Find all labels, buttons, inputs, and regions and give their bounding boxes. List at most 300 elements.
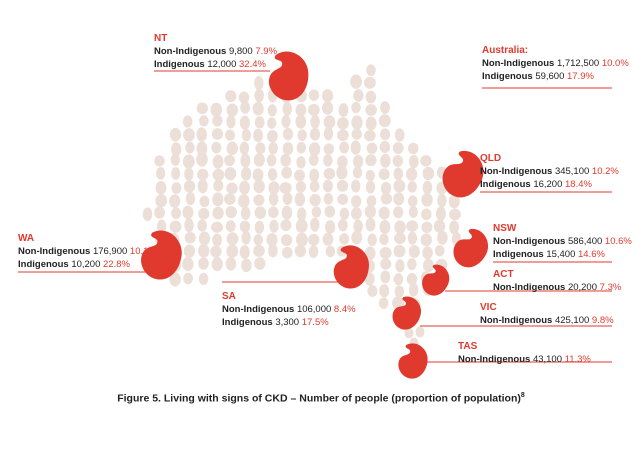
population-group: Indigenous bbox=[154, 59, 205, 70]
map-dot bbox=[423, 167, 435, 180]
map-dot bbox=[295, 104, 306, 117]
region-name: NT bbox=[154, 33, 168, 44]
region-name: WA bbox=[18, 233, 35, 244]
map-dot bbox=[394, 168, 403, 181]
map-dot bbox=[367, 195, 377, 207]
map-dot bbox=[421, 208, 431, 220]
population-proportion: 8.4% bbox=[333, 304, 356, 315]
map-dot bbox=[197, 102, 208, 114]
map-dot bbox=[379, 114, 391, 127]
map-dot bbox=[240, 116, 250, 130]
map-dot bbox=[309, 154, 319, 166]
map-dot bbox=[297, 129, 306, 141]
map-dot bbox=[323, 154, 332, 167]
map-dot bbox=[394, 179, 406, 192]
map-dot bbox=[351, 102, 360, 113]
population-proportion: 10.1% bbox=[129, 246, 157, 257]
map-dot bbox=[338, 219, 348, 232]
map-dot bbox=[409, 283, 418, 297]
map-dot bbox=[409, 245, 420, 258]
map-dot bbox=[182, 206, 193, 219]
map-dot bbox=[324, 115, 336, 128]
map-dot bbox=[255, 206, 267, 219]
map-dot bbox=[199, 273, 209, 285]
map-dot bbox=[421, 193, 432, 207]
people-count: 9,800 bbox=[228, 46, 253, 57]
map-dot bbox=[393, 245, 405, 258]
map-dot bbox=[156, 167, 165, 180]
map-dot bbox=[254, 76, 263, 90]
map-dot bbox=[241, 167, 251, 181]
population-group: Indigenous bbox=[482, 71, 533, 82]
map-dot bbox=[380, 101, 390, 114]
map-dot bbox=[395, 128, 405, 141]
map-dot bbox=[240, 153, 250, 167]
map-dot bbox=[380, 247, 392, 259]
region-name: SA bbox=[222, 291, 236, 302]
map-dot bbox=[183, 115, 193, 127]
map-dot bbox=[199, 115, 209, 126]
map-dot bbox=[268, 104, 277, 116]
map-dot bbox=[169, 194, 180, 207]
population-group: Indigenous bbox=[222, 317, 273, 328]
map-dot bbox=[406, 220, 418, 231]
map-dot bbox=[227, 232, 239, 245]
map-dot bbox=[225, 90, 236, 102]
map-dot bbox=[281, 234, 292, 246]
map-dot bbox=[211, 222, 223, 233]
region-label-sa bbox=[222, 290, 356, 329]
map-dot bbox=[294, 169, 305, 181]
map-dot bbox=[267, 130, 278, 142]
map-dot bbox=[283, 128, 293, 141]
region-label-act bbox=[493, 268, 621, 294]
map-dot bbox=[393, 206, 403, 218]
stat-row bbox=[154, 58, 277, 71]
map-dot bbox=[240, 101, 250, 113]
map-dot bbox=[242, 129, 251, 141]
map-dot bbox=[225, 129, 235, 140]
population-proportion: 10.6% bbox=[604, 236, 632, 247]
map-dot bbox=[239, 181, 250, 195]
map-dot bbox=[241, 259, 252, 272]
map-dot bbox=[296, 233, 308, 247]
map-dot bbox=[423, 259, 434, 273]
map-dot bbox=[212, 257, 223, 271]
map-dot bbox=[224, 193, 235, 205]
map-dot bbox=[210, 246, 221, 258]
map-dot bbox=[238, 194, 249, 208]
map-dot bbox=[253, 129, 263, 143]
map-dot bbox=[339, 103, 349, 117]
map-dot bbox=[211, 103, 223, 117]
map-dot bbox=[309, 169, 319, 183]
map-dot bbox=[408, 231, 417, 244]
stat-row bbox=[482, 57, 629, 70]
map-dot bbox=[309, 89, 319, 100]
map-dot bbox=[366, 91, 376, 104]
map-dot bbox=[227, 103, 238, 116]
people-count: 10,200 bbox=[71, 259, 101, 270]
map-dot bbox=[254, 89, 264, 103]
region-label-qld bbox=[480, 152, 619, 191]
map-dot bbox=[337, 194, 348, 205]
map-dot bbox=[408, 181, 417, 193]
map-dot bbox=[295, 245, 307, 257]
map-dot bbox=[183, 128, 195, 142]
map-dot bbox=[226, 220, 236, 232]
map-dot bbox=[185, 232, 196, 244]
stat-row bbox=[493, 281, 621, 294]
map-dot bbox=[226, 183, 237, 195]
map-dot bbox=[198, 179, 208, 193]
map-dot bbox=[350, 74, 362, 88]
map-dot bbox=[310, 128, 320, 141]
map-dot bbox=[186, 192, 195, 205]
map-dot bbox=[365, 205, 376, 218]
map-dot bbox=[309, 245, 319, 258]
map-dot bbox=[296, 156, 305, 168]
map-dot bbox=[241, 206, 250, 220]
map-dot bbox=[253, 194, 264, 206]
people-count: 20,200 bbox=[567, 282, 597, 293]
map-dot bbox=[393, 142, 404, 154]
map-dot bbox=[322, 89, 333, 102]
map-dot bbox=[366, 64, 376, 76]
map-dot bbox=[435, 245, 445, 256]
map-dot bbox=[324, 127, 333, 141]
map-dot bbox=[253, 245, 265, 257]
map-dot bbox=[268, 206, 278, 218]
map-dot bbox=[323, 233, 334, 246]
map-dot bbox=[379, 284, 389, 297]
map-dot bbox=[269, 192, 279, 206]
figure-caption bbox=[0, 392, 642, 405]
map-dot bbox=[380, 270, 390, 283]
map-dot bbox=[437, 194, 446, 208]
map-dot bbox=[281, 115, 290, 128]
map-dot bbox=[421, 222, 432, 233]
map-dot bbox=[408, 195, 418, 207]
map-dot bbox=[199, 196, 209, 207]
population-group: Non-Indigenous bbox=[18, 246, 91, 257]
map-dot bbox=[449, 209, 461, 221]
map-dot bbox=[241, 230, 250, 244]
map-dot bbox=[182, 257, 193, 271]
map-dot bbox=[366, 170, 375, 181]
map-dot bbox=[310, 115, 320, 129]
map-dot bbox=[409, 155, 419, 169]
map-dot bbox=[337, 117, 349, 130]
map-dot bbox=[255, 116, 265, 128]
map-dot bbox=[379, 297, 389, 309]
map-dot bbox=[368, 234, 377, 247]
map-dot bbox=[365, 154, 376, 166]
map-dot bbox=[337, 180, 348, 192]
population-proportion: 22.8% bbox=[103, 259, 130, 270]
people-count: 176,900 bbox=[92, 246, 128, 257]
map-dot bbox=[240, 221, 251, 233]
map-dot bbox=[323, 180, 333, 193]
map-dot bbox=[225, 206, 237, 218]
population-group: Non-Indigenous bbox=[458, 354, 531, 365]
stat-row bbox=[480, 165, 619, 178]
map-dot bbox=[170, 221, 182, 233]
map-dot bbox=[253, 102, 264, 116]
map-dot bbox=[282, 206, 293, 220]
map-dot bbox=[282, 247, 293, 258]
map-dot bbox=[224, 155, 235, 166]
map-dot bbox=[197, 169, 208, 180]
map-dot bbox=[379, 234, 388, 245]
map-dot bbox=[196, 127, 207, 141]
people-count: 59,600 bbox=[535, 71, 565, 82]
map-dot bbox=[353, 155, 363, 169]
map-dot bbox=[380, 141, 391, 153]
kidney-marker-tas bbox=[398, 343, 427, 378]
map-dot bbox=[240, 245, 250, 259]
map-dot bbox=[268, 168, 277, 181]
map-dot bbox=[394, 232, 406, 244]
stat-row bbox=[480, 178, 619, 191]
map-dot bbox=[283, 142, 294, 155]
map-dot bbox=[409, 206, 418, 218]
stat-row bbox=[482, 70, 629, 83]
population-proportion: 10.0% bbox=[601, 58, 629, 69]
map-dot bbox=[283, 192, 293, 205]
map-dot bbox=[416, 327, 425, 338]
population-group: Non-Indigenous bbox=[493, 236, 566, 247]
stat-row bbox=[493, 235, 632, 248]
map-dot bbox=[283, 102, 292, 116]
map-dot bbox=[254, 257, 265, 270]
population-group: Non-Indigenous bbox=[480, 315, 553, 326]
population-group: Indigenous bbox=[493, 249, 544, 260]
map-dot bbox=[185, 142, 194, 154]
region-label-vic bbox=[480, 301, 614, 327]
map-dot bbox=[393, 155, 403, 167]
people-count: 586,400 bbox=[567, 236, 603, 247]
map-dot bbox=[213, 179, 223, 191]
caption-text: Figure 5. Living with signs of CKD – Number of people (proportion of population) bbox=[117, 392, 521, 405]
people-count: 3,300 bbox=[275, 317, 300, 328]
region-name: NSW bbox=[493, 223, 517, 234]
map-dot bbox=[420, 155, 431, 166]
map-dot bbox=[393, 192, 404, 205]
people-count: 16,200 bbox=[533, 179, 563, 190]
map-dot bbox=[324, 168, 336, 180]
map-dot bbox=[226, 244, 238, 258]
map-dot bbox=[280, 219, 291, 231]
map-dot bbox=[366, 117, 377, 131]
map-dot bbox=[183, 155, 195, 169]
map-dot bbox=[171, 182, 181, 194]
map-dot bbox=[340, 208, 349, 220]
map-dot bbox=[367, 143, 378, 154]
map-dot bbox=[212, 169, 224, 181]
map-dot bbox=[295, 115, 306, 129]
population-proportion: 32.4% bbox=[239, 59, 266, 70]
map-dot bbox=[184, 218, 193, 232]
region-label-nt bbox=[154, 32, 277, 71]
map-dot bbox=[212, 207, 223, 220]
population-group: Non-Indigenous bbox=[480, 166, 553, 177]
map-dot bbox=[336, 166, 347, 180]
map-dot bbox=[155, 194, 167, 208]
map-dot bbox=[351, 116, 362, 130]
map-dot bbox=[395, 285, 405, 297]
map-dot bbox=[154, 206, 165, 218]
map-dot bbox=[380, 258, 391, 269]
people-count: 106,000 bbox=[296, 304, 332, 315]
map-dot bbox=[325, 206, 336, 218]
region-label-nsw bbox=[493, 222, 632, 261]
map-dot bbox=[353, 167, 362, 179]
map-dot bbox=[353, 89, 363, 102]
map-dot bbox=[280, 154, 291, 167]
region-name: TAS bbox=[458, 341, 478, 352]
map-dot bbox=[381, 182, 391, 195]
population-proportion: 7.9% bbox=[255, 46, 278, 57]
map-dot bbox=[267, 117, 276, 128]
population-proportion: 18.4% bbox=[565, 179, 592, 190]
map-dot bbox=[269, 220, 278, 233]
map-dot bbox=[295, 192, 305, 206]
map-dot bbox=[268, 244, 278, 258]
map-dot bbox=[143, 207, 153, 221]
map-dot bbox=[407, 258, 417, 270]
population-proportion: 10.2% bbox=[591, 166, 619, 177]
stat-row bbox=[222, 316, 356, 329]
map-dot bbox=[297, 142, 306, 154]
map-dot bbox=[312, 206, 322, 217]
map-dot bbox=[240, 142, 250, 155]
map-dot bbox=[255, 221, 264, 234]
population-proportion: 11.3% bbox=[564, 354, 591, 365]
map-dot bbox=[213, 155, 224, 169]
map-dot bbox=[364, 77, 376, 89]
map-dot bbox=[380, 128, 390, 140]
map-dot bbox=[364, 130, 376, 141]
map-dot bbox=[310, 218, 319, 232]
population-proportion: 17.5% bbox=[301, 317, 329, 328]
map-dot bbox=[322, 101, 333, 114]
map-dot bbox=[171, 207, 181, 219]
map-dot bbox=[184, 245, 195, 258]
region-name: QLD bbox=[480, 153, 502, 164]
population-group: Non-Indigenous bbox=[154, 46, 227, 57]
map-dot bbox=[170, 128, 181, 142]
region-label-australia bbox=[482, 44, 629, 83]
map-dot bbox=[268, 142, 278, 154]
map-dot bbox=[281, 167, 292, 179]
stat-row bbox=[458, 353, 591, 366]
region-label-tas bbox=[458, 340, 591, 366]
map-dot bbox=[351, 179, 360, 192]
map-dot bbox=[310, 180, 320, 192]
map-dot bbox=[337, 129, 349, 141]
map-dot bbox=[198, 244, 209, 258]
map-dot bbox=[212, 128, 223, 140]
population-group: Non-Indigenous bbox=[482, 58, 555, 69]
people-count: 43,100 bbox=[532, 354, 562, 365]
map-dot bbox=[379, 207, 390, 220]
population-proportion: 7.3% bbox=[599, 282, 622, 293]
map-dot bbox=[394, 273, 404, 285]
people-count: 425,100 bbox=[554, 315, 590, 326]
stat-row bbox=[493, 248, 632, 261]
map-dot bbox=[366, 218, 376, 232]
map-dot bbox=[198, 257, 209, 269]
map-dot bbox=[280, 182, 292, 194]
map-dot bbox=[352, 129, 362, 140]
map-dot bbox=[254, 153, 265, 166]
map-dot bbox=[324, 143, 334, 154]
map-dot bbox=[421, 233, 432, 246]
map-dot bbox=[198, 208, 209, 220]
caption-footnote: 8 bbox=[520, 392, 525, 399]
stat-row bbox=[18, 258, 157, 271]
map-dot bbox=[253, 234, 262, 245]
map-dot bbox=[171, 167, 180, 180]
population-group: Indigenous bbox=[480, 179, 531, 190]
stat-row bbox=[154, 45, 277, 58]
map-dot bbox=[351, 195, 361, 207]
people-count: 15,400 bbox=[546, 249, 576, 260]
map-dot bbox=[225, 167, 237, 180]
map-dot bbox=[339, 233, 349, 244]
region-name: ACT bbox=[493, 269, 514, 280]
map-dot bbox=[156, 181, 167, 195]
map-dot bbox=[367, 285, 377, 297]
map-dot bbox=[184, 180, 195, 192]
map-dot bbox=[296, 219, 308, 233]
map-dot bbox=[325, 220, 335, 234]
map-dot bbox=[381, 193, 393, 204]
map-dot bbox=[326, 246, 336, 258]
population-group: Indigenous bbox=[18, 259, 69, 270]
population-proportion: 14.6% bbox=[578, 249, 605, 260]
map-dot bbox=[366, 180, 375, 193]
map-dot bbox=[197, 219, 207, 231]
region-label-wa bbox=[18, 232, 157, 271]
map-dot bbox=[308, 234, 319, 246]
map-dot bbox=[380, 220, 391, 234]
people-count: 345,100 bbox=[554, 166, 590, 177]
map-dot bbox=[184, 167, 193, 181]
map-dot bbox=[395, 259, 404, 272]
map-dot bbox=[308, 104, 320, 116]
map-dot bbox=[436, 206, 446, 220]
map-dot bbox=[227, 142, 238, 155]
map-dot bbox=[253, 180, 264, 194]
people-count: 1,712,500 bbox=[556, 58, 600, 69]
map-dot bbox=[211, 142, 221, 154]
map-dot bbox=[212, 192, 223, 206]
map-dot bbox=[296, 181, 306, 193]
map-dot bbox=[351, 207, 362, 220]
map-dot bbox=[351, 140, 361, 154]
map-dot bbox=[255, 142, 265, 154]
map-dot bbox=[365, 104, 377, 116]
region-name: VIC bbox=[480, 302, 497, 313]
map-dot bbox=[408, 143, 419, 154]
map-dot bbox=[183, 273, 193, 285]
map-dot bbox=[437, 231, 448, 245]
map-dot bbox=[267, 154, 277, 166]
map-dot bbox=[324, 193, 334, 205]
stat-row bbox=[222, 303, 356, 316]
